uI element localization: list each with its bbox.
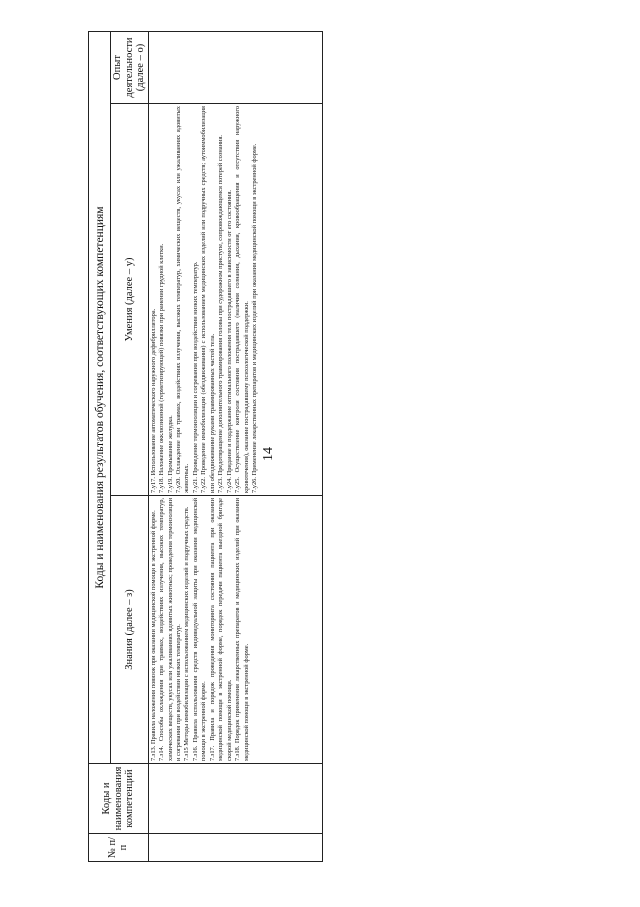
- rotated-page-content: [88, 32, 323, 862]
- header-skills: Умения (далее – у): [111, 104, 149, 496]
- skill-item: 7.у22. Проведение иммобилизации (обездвиживания) с использованием медицинских изделий или подручных средств; аутоиммобилизация или обездвиживание руками травмированных частей тела.: [200, 106, 216, 493]
- row-number-cell: [148, 834, 322, 862]
- knowledge-item: 7.з17. Правила и порядок проведения мониторинга состояния пациента при оказании медицинской помощи в экстренной форме, порядок передачи пациента выездной бригаде скорой медицинской помощи.: [208, 498, 233, 761]
- knowledge-item: 7.з16. Правила использования средств индивидуальной защиты при оказании медицинской помощи в экстренной форме.: [191, 498, 208, 761]
- row-competency-cell: [148, 764, 322, 834]
- knowledge-cell: [148, 496, 322, 764]
- knowledge-item: 7.з18. Порядок применения лекарственных препаратов и медицинских изделий при оказании медицинской помощи в экстренной форме.: [234, 498, 250, 761]
- competency-table: [88, 31, 323, 862]
- skill-item: 7.у25. Осуществление контроля состояния пострадавшего (наличия сознания, дыхания, кровообращения и отсутствия наружного кровотечения), оказание пострадавшему психологической поддержки.: [234, 106, 250, 493]
- header-number: № п/п: [89, 834, 149, 862]
- header-experience: Опыт деятельности (далее – о): [111, 32, 149, 104]
- experience-cell: [148, 32, 322, 104]
- skill-item: 7.у17. Использование автоматического наружного дефибриллятора.: [149, 308, 157, 493]
- skills-cell: [148, 104, 322, 496]
- page-number: 14: [261, 447, 276, 461]
- skill-item: 7.у20. Охлаждение при травмах, воздействиях излучения, высоких температур, химических веществ, укусах или ужаливаниях ядовитых животных.: [175, 106, 191, 493]
- skill-item: 7.у21. Проведение термоизоляции и согревания при воздействии низких температур.: [191, 261, 199, 493]
- skill-item: 7.у19. Промывание желудка.: [166, 415, 174, 493]
- knowledge-item: 7.з15 Методы иммобилизации с использованием медицинских изделий и подручных средств.: [183, 506, 191, 761]
- knowledge-item: 7.з13. Правила наложения повязок при оказании медицинской помощи в экстренной форме.: [149, 510, 157, 761]
- header-results-group: Коды и наименования результатов обучения, соответствующих компетенциям: [89, 32, 111, 764]
- knowledge-item: 7.з14. Способы охлаждения при травмах, воздействиях излучения, высоких температур, химических веществ, укусах или ужаливаниях ядовитых животных; проведения термоизоляции и согревания при воздействии низких температур.: [158, 498, 182, 761]
- skill-item: 7.у24. Придание и поддержание оптимального положения тела пострадавшего в зависимости от его состояния.: [225, 190, 233, 493]
- skill-item: 7.у18. Наложение окклюзионной (герметизирующей) повязки при ранении грудной клетки.: [158, 243, 166, 493]
- skill-item: 7.у26. Применение лекарственных препаратов и медицинских изделий при оказании медицинской помощи в экстренной форме.: [251, 143, 259, 493]
- header-knowledge: Знания (далее – з): [111, 496, 149, 764]
- header-competency-codes: Коды и наименования компетенций: [89, 764, 149, 834]
- skill-item: 7.у23. Предотвращение дополнительного травмирования головы при судорожном приступе, сопровождающемся потерей сознания.: [217, 135, 225, 493]
